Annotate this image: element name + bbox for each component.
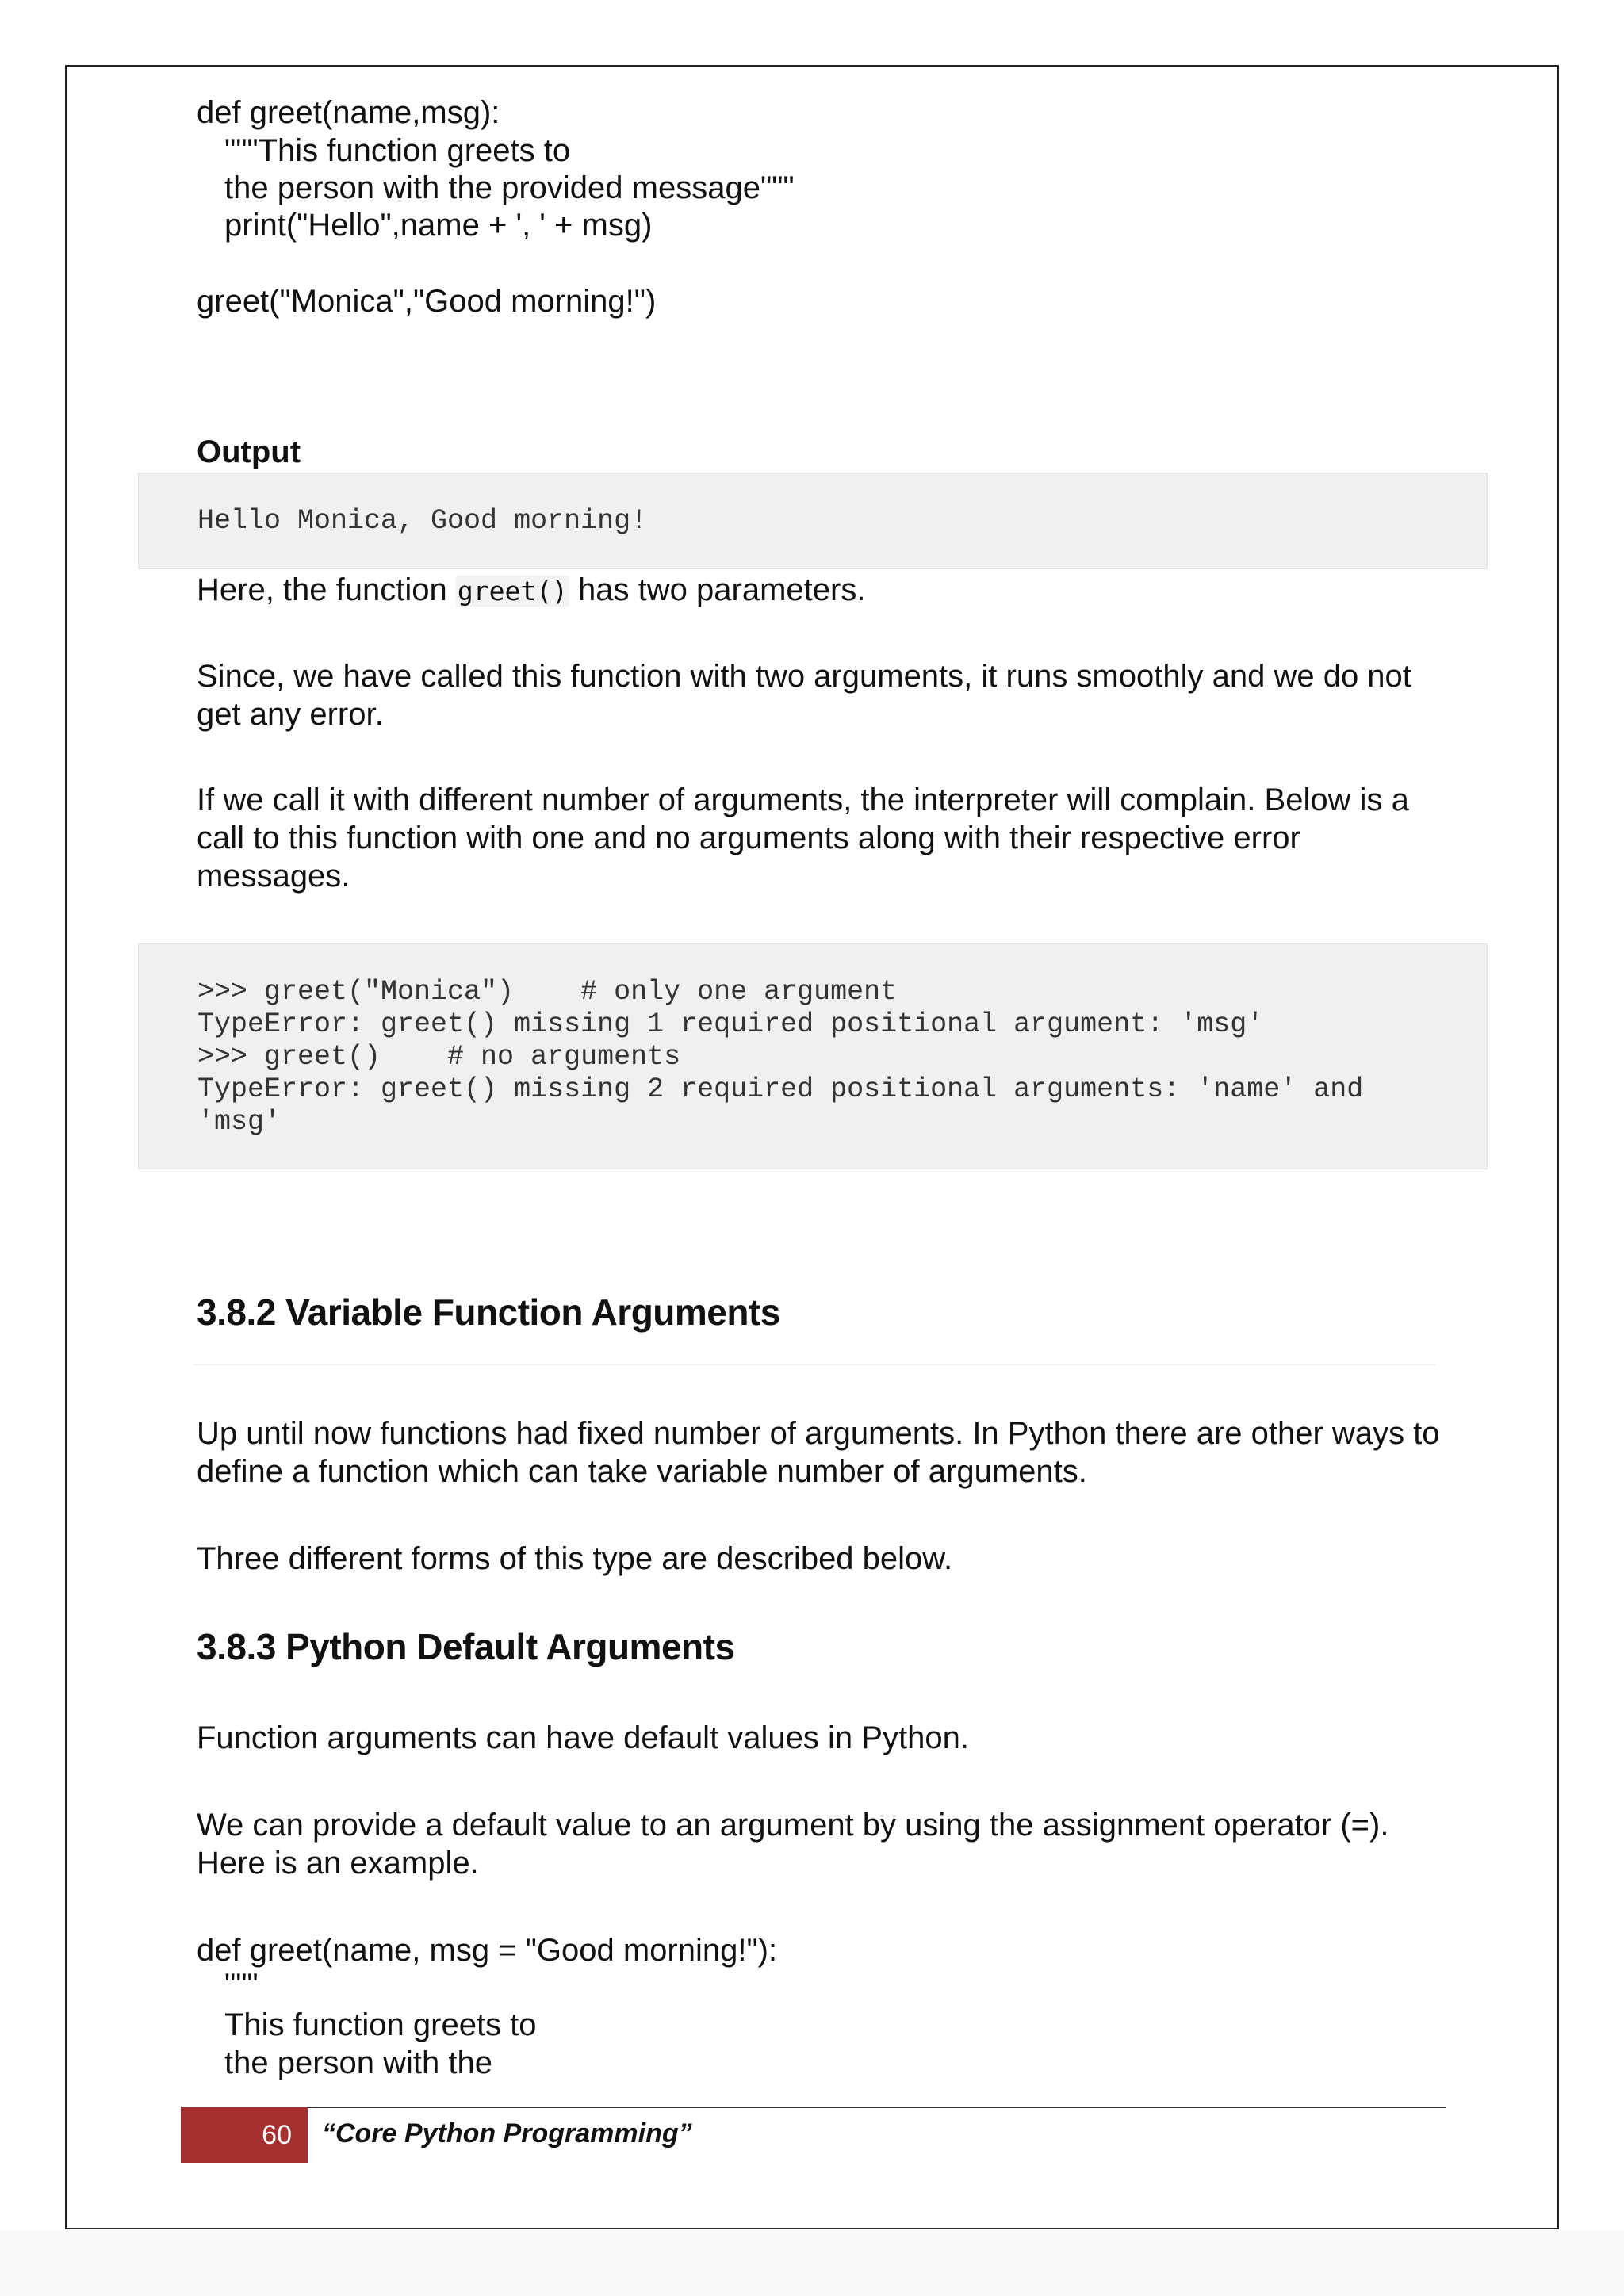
error-code-block (138, 943, 1488, 1169)
paragraph: Three different forms of this type are described below. (197, 1541, 953, 1576)
code-line: def greet(name, msg = "Good morning!"): (197, 1933, 778, 1968)
code-line: 'msg' (197, 1106, 282, 1138)
code-line: >>> greet() # no arguments (197, 1041, 681, 1073)
paragraph: If we call it with different number of arguments, the interpreter will complain. Below is a call to this function with one and no arguments along with their respective error messages. (197, 783, 1409, 894)
code-line: the person with the provided message""" (224, 170, 795, 205)
paragraph (197, 571, 1450, 610)
book-title: “Core Python Programming” (322, 2118, 692, 2149)
paragraph: Up until now functions had fixed number of arguments. In Python there are other ways to define a function which can take variable number of arguments. (197, 1416, 1440, 1489)
code-line: >>> greet("Monica") # only one argument (197, 976, 898, 1008)
divider (193, 1364, 1435, 1365)
paragraph: Function arguments can have default values in Python. (197, 1720, 969, 1755)
code-line: TypeError: greet() missing 2 required positional arguments: 'name' and (197, 1073, 1364, 1105)
code-line: """ (224, 1968, 259, 2003)
code-line: def greet(name,msg): (197, 95, 500, 130)
inline-code: greet() (457, 576, 568, 607)
output-code-line: Hello Monica, Good morning! (197, 505, 648, 537)
code-line: greet("Monica","Good morning!") (197, 284, 657, 319)
section-heading: 3.8.2 Variable Function Arguments (197, 1292, 780, 1333)
code-line: TypeError: greet() missing 1 required positional argument: 'msg' (197, 1008, 1264, 1040)
code-line: print("Hello",name + ', ' + msg) (224, 208, 653, 243)
code-line: the person with the (224, 2045, 492, 2080)
page-margin (0, 2229, 1624, 2296)
paragraph: Since, we have called this function with two arguments, it runs smoothly and we do not get any error. (197, 659, 1411, 732)
output-code-block (138, 473, 1488, 569)
paragraph-text: Here, the function (197, 572, 456, 607)
code-line: """This function greets to (224, 133, 571, 168)
paragraph: We can provide a default value to an argument by using the assignment operator (=). Here is an example. (197, 1808, 1389, 1881)
code-line: This function greets to (224, 2007, 537, 2042)
paragraph-text: has two parameters. (569, 572, 866, 607)
section-heading: 3.8.3 Python Default Arguments (197, 1626, 735, 1667)
output-heading: Output (197, 434, 301, 469)
page-number: 60 (181, 2107, 308, 2163)
footer-rule (181, 2107, 1446, 2108)
